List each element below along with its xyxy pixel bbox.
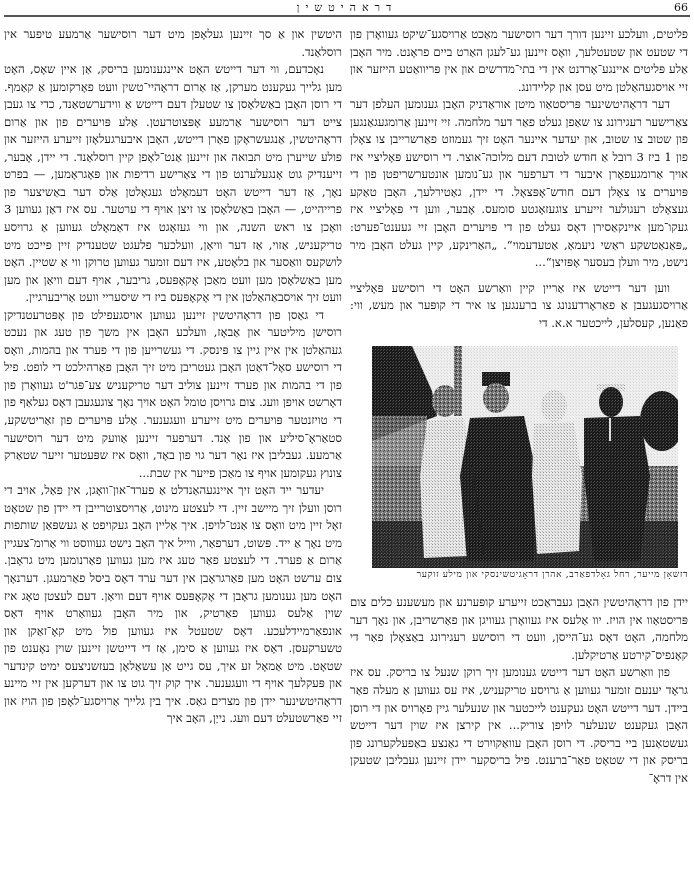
- paragraph: יידן פון דראָהיטשין האָבן געבראַכט זייערע קופּערנע און מעשענע כלים צום פּריסטאַוו אין הויז. יוו אַלעס איז געוואָרן געוויגן און פאַרשריבן, און נאָך דער מלחמה, האָט דאָס גע־הייסן, וועט די רוסישע רעגירונג באַצאָלן פאַר די קאָנפיס־קירטע אַרטיקלען.: [350, 595, 688, 662]
- paragraph: די גאַסן פון דראָהיטשין זיינען געווען אויסגעפילט פון אָפּטרעטנדיקן רוסישן מיליטער און אַבאָז, וועלכע האָבן אין משך פון טעג און נעכט געהאַלטן אין איין גיין צו פּינסק. די געשרייען פון די פערד און בהמות, וואָס די רוסישע סאָל־דאַטן האָבן געטריבן מיט זיך האָבן פאַרהילכט די לופט. פיל פון די בהמות און פערד זיינען צוליב דער טריקעניש צע־פּגר'ט געוואָרן פון דאָרשט אויפן וועג. צום גרויסן טומל האָט אויך נאָך צוגעגעבן דאָס געלאַף פון די טויזנטער פּויערים מיט זייערע וועגענער. אַלע פּויערים פון זאַריטשקע, סטאַראָ־סיליע און פון אַנד. דערפער זיינען אַוועק מיט דער רוסישער אַרמעע. געבליבן איז נאָר דער גוי פון באָד, וואָס איז שפּעטער זייער שטאַרק צונוץ געקומען אויף צו מאַכן פייער אין שבת...: [4, 307, 342, 480]
- group-portrait-image: [372, 346, 678, 568]
- running-title: דראהיטשין: [296, 1, 398, 14]
- paragraph: ווען דער דייטש איז אַריין קיין וואַרשע האָט די רוסישע פּאָליציי אַרויסגעגעבן אַ פאַראָרדענונג צו ברענגען צו איר די קופּער און מעש, ווי: פאַנען, קעסלען, לייכטער א.א. די: [350, 280, 688, 330]
- right-column: [350, 26, 688, 787]
- paragraph: פון וואַרשע האָט דער דייטש גענומען זיך רוקן שנעל צו בריסק. עס איז גראָד יענעם זומער געווען אַ גרויסע טריקעניש, איז עס געווען אַ מעלה פאַר ביידן. דער דייטש האָט געקענט לייכטער און שנעלער גיין פאָרויס און די רוסן האָבן געקענט שנעלער לויפן צוריק... אין קירצן איז שוין דער דייטש געשטאַנען ביי בריסק. די רוסן האָבן עוואַקויִרט די גאַנצע באַפעלקערונג פון בריסק און די שטאָט פאַר־ברענט. פיל בריסקער יידן זיינען געבליבן שטעקן אין דראָ־: [350, 665, 688, 785]
- spacer: [350, 272, 688, 280]
- left-column: [4, 26, 342, 728]
- photo-caption: דזשאָן מייער, רחל גאָלדפאַרב, אהרן דראָגיטשינסקי און מילע זוקער: [416, 569, 688, 581]
- paragraph: יעדער ייד האָט זיך איינגעהאַנדלט אַ פערד־און־וואָגן, אין פאַל, אויב די רוסן וועלן זיך מיישב זיין. די לעצטע מינוט, אַרויסצוטרייבן די יידן פון שטאָט זאָל זיין מיט וואָס צו אַנט־לויפן. איך אַליין האָב געקויפט אַ געשפּאַן שותפות מיט נאָך אַ ייד. פּשוט, דערפאַר, ווייל איך האָב נישט געוווסט ווי אַרומ־צעגיין אַרום אַ פערד. די לעצטע פאַר טעג איז מען געווען פאַרנומען מיט גראָבן. צום ערשט האָט מען פאַרגראָבן אין דער ערד דאָס ביסל פאַרמעגן. דערנאָך האָט מען גענומען גראָבן די אָקאָפּעס אויף דעם וויאַן. דעם לעצטן טאָג איז שוין אַלעס געווען פאַרטיק, און מיר האָבן געוואַרט אויף דאָס אונפאַרמיידלעכע. דאָס שטעטל איז געווען פול מיט קאָ־זאַקן און טשערקעסן. דאָס איז געווען אַ סימן, אַז די דייטשן זיינען שוין נאָענט פון שטאָט. מיט אַמאָל זע איך, עס גייט אַן עשאַלאָן בעזשניצעס ימיט קינדער און פּעקלעך אויף די וועגענער. איך קוק זיך גוט צו און דערקען אין זיי מיינע דראָהיטשינער יידן פון מצרים גאַס. איך בין גלייך אַרויסגע־לאָפן פון הויז און זיי פאַרשטעלט דעם וועג. נייַן, האָב איך: [4, 483, 342, 726]
- photograph: [350, 346, 688, 568]
- spacer: [350, 582, 688, 590]
- page-header: [0, 0, 694, 18]
- paragraph: נאָכדעם, ווי דער דייטש האָט איינגענומען בריסק, אַן איין שאָס, האָט מען גלייך געקענט מערקן, אַז אַרום דראָהיי־טשין וועט פאָרקומען אַ קאַמף. די רוסן האָבן באַשלאָסן צו שטעלן דעם דייטש אַ ווידערשטאַנד, כדי צו געבן צייט דער רוסישער אַרמעע אָפּצוטרעטן. אַלע פּויערים פון און אַרום דראָהיטשין, אַנגעשראָקן פאַרן דייטש, האָבן איבערגעלאָזן זייערע הייזער און פולע שייערן מיט תבואה און זיינען אַנט־לאָפן קיין רוסלאַנד. די יידן, אָבער, זייענדיק גוט אָנגעלערנט פון די צאַרישע רדיפות און פּאָגראָמען, — בפרט נאָך, אַז דער דייטש האָט דעמאָלט געגאָלטן אַלס דער באַשיצער פון פרייהייט, — האָבן באַשלאָסן צו זיצן אויף די ערטער. עס איז דאַן געווען 3 וואָכן צו ראש השנה, און ווי געזאָגט איז דאַמאָלט געווען אַ גרויסע טריקעניש, אַזוי, אַז דער וויאַן, וועלכער פלעגט שטענדיק זיין פייכט מיט לושקעס וואַסער און בלאָטע, איז דעם זומער געווען טרוקן ווי אַ שטיין. האָט מען באַשלאָסן מען וועט מאַכן אָקאָפּעס, גריבער, אויף דעם וויאַן און מען וועט זיך אויסבאַהאַלטן אין די אָקאָפּעס ביז די שיסעריי וועט אַריבערגיין.: [4, 62, 342, 305]
- header-rule: [4, 15, 690, 17]
- page-number: 66: [674, 1, 688, 14]
- paragraph: דער דראָהיטשינער פּריסטאַוו מיטן אוראַדניק האָבן גענומען העלפן דער צאַרישער רעגירונג צו שאַפן געלט פאַר דער מלחמה. זיי זיינען אַרומגעגאַנגען פון שטוב צו שטוב, און יעדער איינער האָט זיך געמוזט פאַרשרייבן צו צאָלן פון 1 ביז 3 רובל אַ חודש לטובת דעם מלוכה־אוצר. די רוסישע פּאָליציי איז אויך אַרומגעפאָרן איבער די דערפער און גע־נומען אונטערשריפטן פון די פּויערים צו צאָלן דעם חודש־אָפּצאָל. די יידן, גאַטירלעך, האָבן טאַקע געצאָלט רעגולער זייערע צוגעזאָגטע סומעס. אָבער, ווען די פּאָליציי איז געקו־מען איינקאַסירן דאָס געלט פון די פּויערים האָבן זיי געענט־פערט: „פּאַנאַטשקע ראַשי ניעמאַ, אַטעדעמוי“. „האַרינקע, קיין געלט האָבן מיר נישט, מיר וועלן בעסער אָפּזיצן“...: [350, 97, 688, 270]
- paragraph: היטשין און אַ סך זיינען געלאָפן מיט דער רוסישער אַרמעע טיפער אין רוסלאַנד.: [4, 27, 342, 59]
- paragraph: פליטים, וועלכע זיינען דורך דער רוסישער מאַכט אַרויסגע־שיקט געוואָרן פון די שטעט און שטעטלעך, וואָס זיינען גע־לעגן האַרט ביים פראָנט. מיר האָבן אַלע פּליטים איינגע־אָרדנט אין די בתי־מדרשים און אין פּריוואַטע הייזער און זיי אויסגעהאַלטן מיט עסן און קליידונג.: [350, 27, 688, 94]
